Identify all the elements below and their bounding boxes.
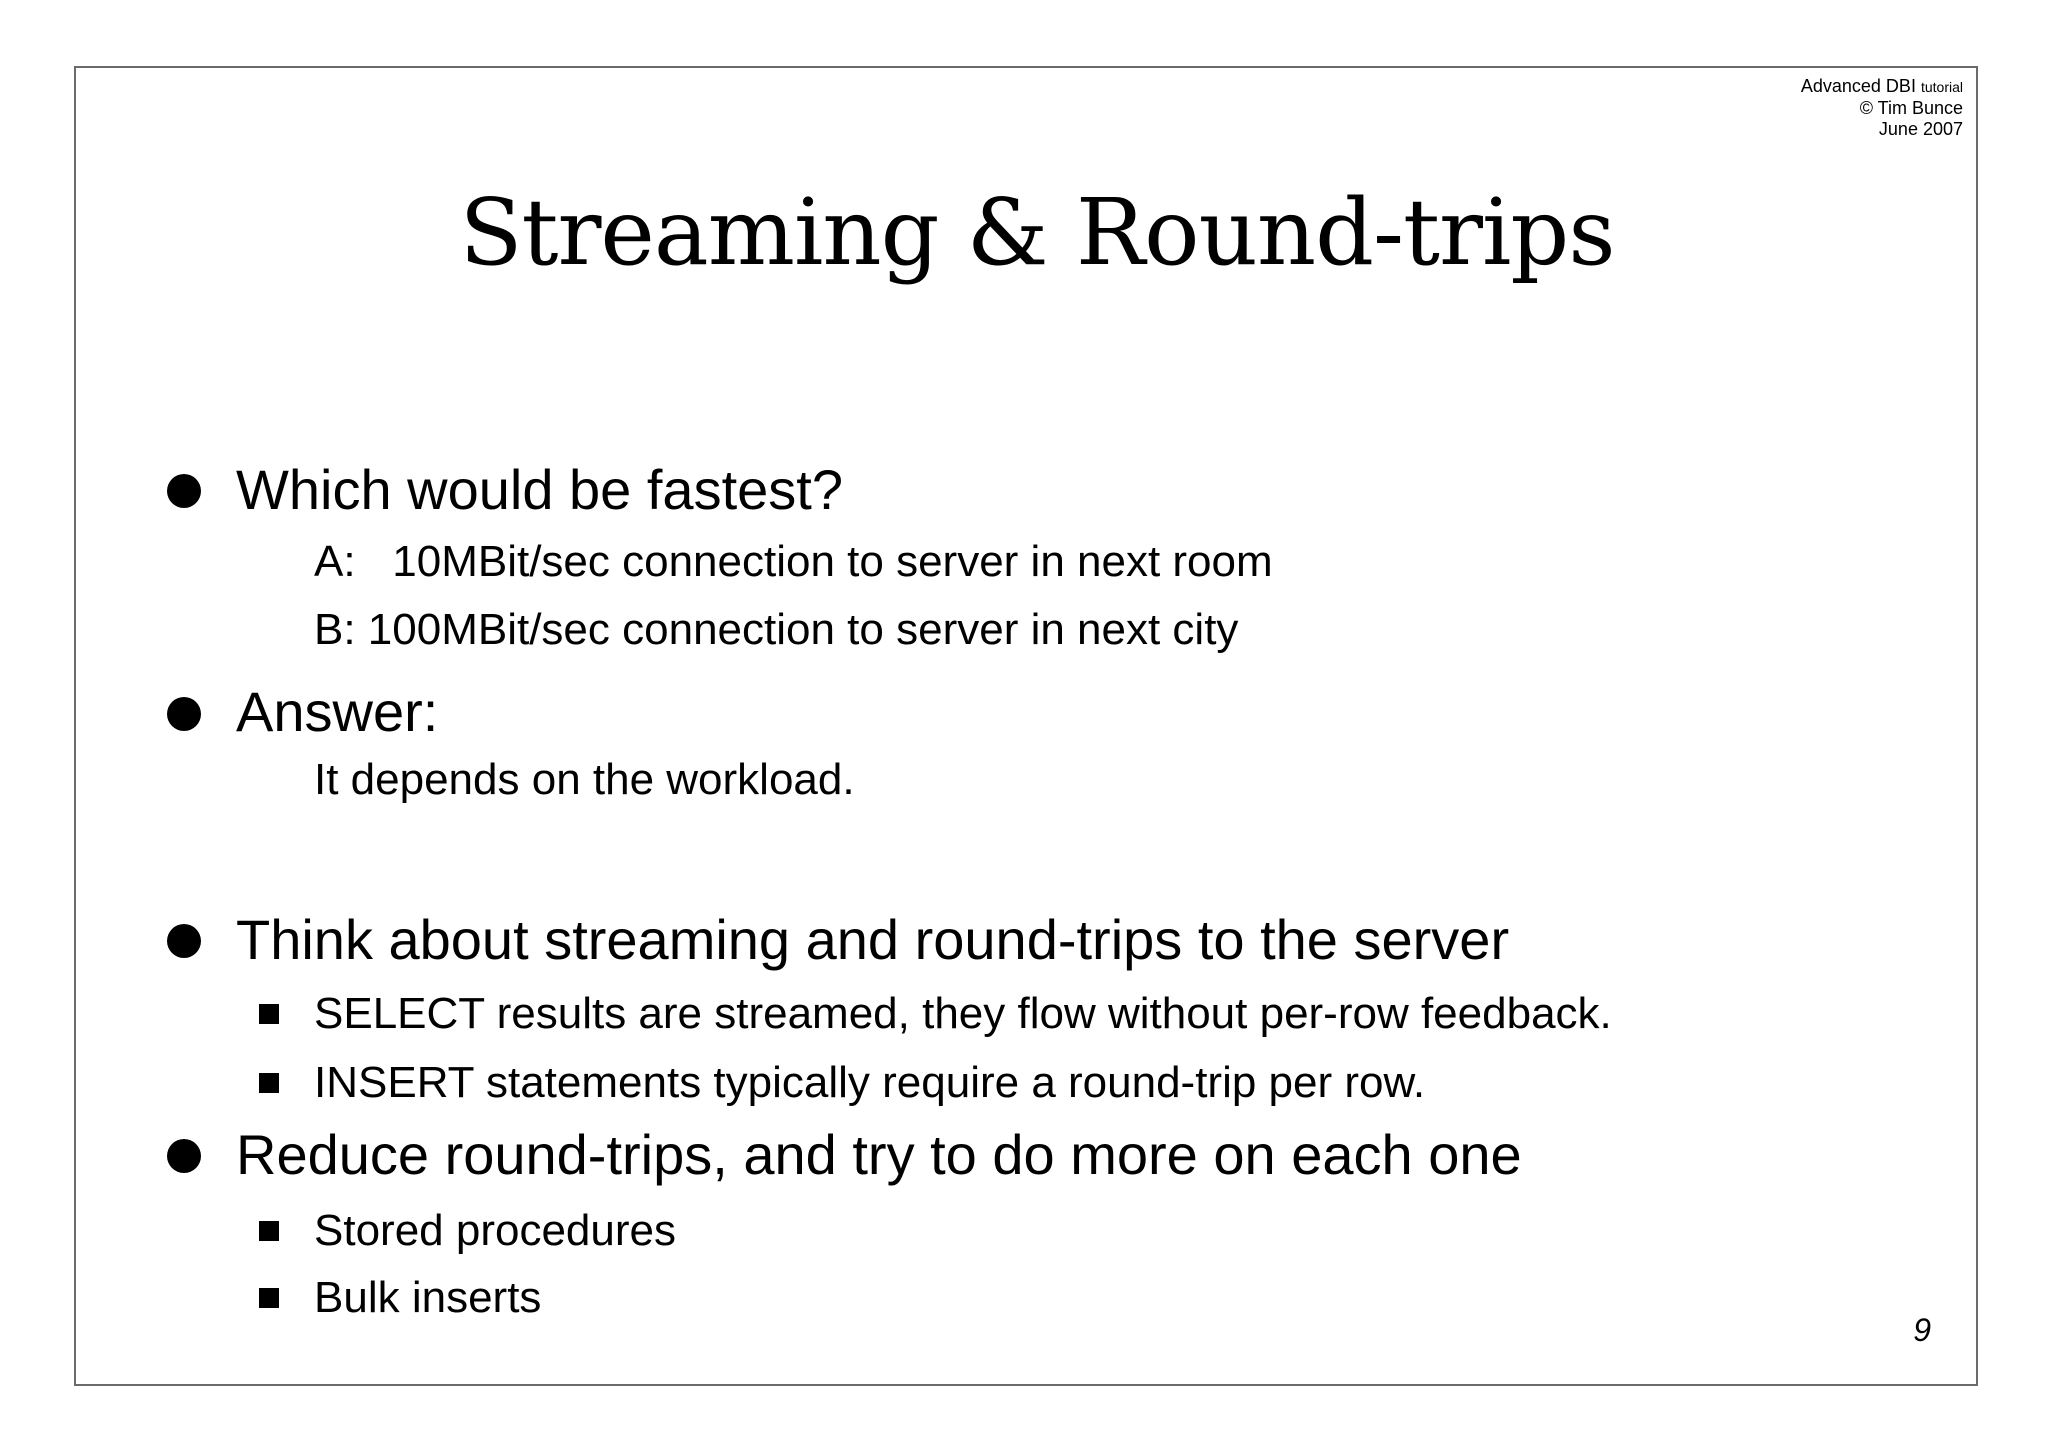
- page-number: 9: [1913, 1312, 1931, 1348]
- copyright-line: © Tim Bunce: [1859, 98, 1963, 118]
- subitem-4a: Stored procedures: [314, 1206, 676, 1255]
- sub-bullet-square-3b: [259, 1073, 279, 1093]
- subitem-3a: SELECT results are streamed, they flow without per-row feedback.: [314, 989, 1612, 1038]
- course-line: [1801, 76, 1963, 98]
- slide-title: Streaming & Round-trips: [459, 179, 1615, 286]
- bullet-text-3: Think about streaming and round-trips to the server: [236, 908, 1510, 971]
- subitem-4b: Bulk inserts: [314, 1273, 542, 1322]
- bullet-text-2: Answer:: [236, 680, 439, 743]
- subline-1a: A: 10MBit/sec connection to server in next room: [314, 537, 1273, 586]
- slide-header-info: [1801, 76, 1963, 140]
- bullet-dot-4: [167, 1139, 201, 1173]
- bullet-dot-1: [167, 474, 201, 508]
- subline-1b: B: 100MBit/sec connection to server in next city: [314, 605, 1239, 654]
- bullet-dot-3: [167, 924, 201, 958]
- bullet-dot-2: [167, 697, 201, 731]
- bullet-text-4: Reduce round-trips, and try to do more on each one: [236, 1123, 1522, 1186]
- sub-bullet-square-4b: [259, 1288, 279, 1308]
- sub-bullet-square-3a: [259, 1004, 279, 1024]
- subline-2a: It depends on the workload.: [314, 755, 855, 804]
- course-type: tutorial: [1920, 79, 1963, 95]
- subitem-3b: INSERT statements typically require a round-trip per row.: [314, 1058, 1426, 1107]
- date-line: June 2007: [1878, 119, 1963, 139]
- sub-bullet-square-4a: [259, 1221, 279, 1241]
- bullet-text-1: Which would be fastest?: [236, 458, 843, 521]
- course-name: Advanced DBI: [1800, 76, 1916, 96]
